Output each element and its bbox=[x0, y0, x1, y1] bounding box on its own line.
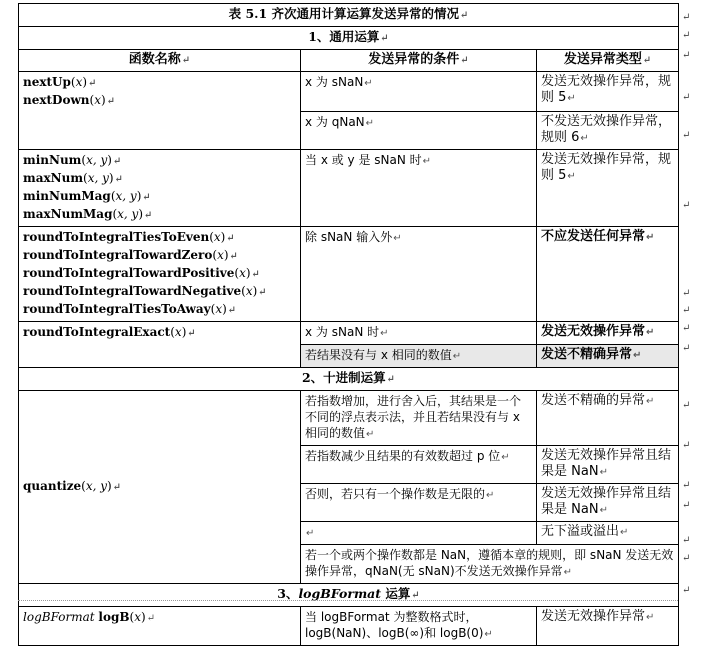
row-end-marks bbox=[682, 0, 696, 608]
row-mark: ↵ bbox=[682, 553, 691, 564]
type-cell: 不应发送任何异常↵ bbox=[537, 227, 679, 322]
type-cell: 发送无效操作异常，规则 5↵ bbox=[537, 150, 679, 227]
condition-cell: 若指数减少且结果的有效数超过 p 位↵ bbox=[301, 446, 537, 484]
section-row-general bbox=[19, 27, 679, 50]
function-cell-logb: logBFormat logB(x)↵ bbox=[19, 607, 301, 646]
table-row bbox=[19, 607, 679, 646]
section-title-logb: 3、logBFormat 运算↵ bbox=[19, 584, 679, 607]
row-mark: ↵ bbox=[682, 480, 691, 491]
table-row bbox=[19, 391, 679, 446]
row-mark: ↵ bbox=[682, 130, 691, 141]
row-mark: ↵ bbox=[682, 12, 691, 23]
function-name: nextDown bbox=[23, 93, 90, 107]
section-row-decimal bbox=[19, 368, 679, 391]
function-cell-round: roundToIntegralTiesToEven(x)↵ roundToIntegralTowardZero(x)↵ roundToIntegralTowardPositive(x)↵ roundToIntegralTowardNegative(x)↵ roundToIntegralTiesToAway(x)↵ bbox=[19, 227, 301, 322]
condition-cell: 若指数增加，进行舍入后，其结果是一个不同的浮点表示法，并且若结果没有与 x 相同的数值↵ bbox=[301, 391, 537, 446]
condition-cell: x 为 qNaN↵ bbox=[301, 112, 537, 150]
condition-cell: 当 logBFormat 为整数格式时，logB(NaN)、logB(∞)和 logB(0)↵ bbox=[301, 607, 537, 646]
condition-cell: 否则，若只有一个操作数是无限的↵ bbox=[301, 484, 537, 522]
type-cell: 发送无效操作异常↵ bbox=[537, 607, 679, 646]
table-row bbox=[19, 72, 679, 112]
type-cell: 发送不精确的异常↵ bbox=[537, 391, 679, 446]
header-row bbox=[19, 50, 679, 72]
table-title-row bbox=[19, 4, 679, 27]
table-row bbox=[19, 150, 679, 227]
condition-cell: ↵ bbox=[301, 522, 537, 545]
row-mark: ↵ bbox=[682, 92, 691, 103]
type-cell: 不发送无效操作异常，规则 6↵ bbox=[537, 112, 679, 150]
type-cell: 发送不精确异常↵ bbox=[537, 345, 679, 368]
type-cell: 发送无效操作异常且结果是 NaN↵ bbox=[537, 446, 679, 484]
page-bottom-guide bbox=[18, 600, 678, 601]
row-mark: ↵ bbox=[682, 400, 691, 411]
condition-cell: 若结果没有与 x 相同的数值↵ bbox=[301, 345, 537, 368]
row-mark: ↵ bbox=[682, 30, 691, 41]
row-mark: ↵ bbox=[682, 440, 691, 451]
condition-cell: 当 x 或 y 是 sNaN 时↵ bbox=[301, 150, 537, 227]
row-mark: ↵ bbox=[682, 585, 691, 596]
type-cell: 无下溢或溢出↵ bbox=[537, 522, 679, 545]
function-cell-minmax: minNum(x, y)↵ maxNum(x, y)↵ minNumMag(x, y)↵ maxNumMag(x, y)↵ bbox=[19, 150, 301, 227]
function-name: nextUp bbox=[23, 75, 71, 89]
type-cell: 发送无效操作异常↵ bbox=[537, 322, 679, 345]
function-cell-exact: roundToIntegralExact(x)↵ bbox=[19, 322, 301, 368]
exception-table bbox=[18, 3, 679, 646]
header-type: 发送异常类型↵ bbox=[537, 50, 679, 72]
row-mark: ↵ bbox=[682, 500, 691, 511]
type-cell: 发送无效操作异常且结果是 NaN↵ bbox=[537, 484, 679, 522]
function-cell-next: nextUp(x)↵ nextDown(x)↵ bbox=[19, 72, 301, 150]
condition-cell: x 为 sNaN↵ bbox=[301, 72, 537, 112]
row-mark: ↵ bbox=[682, 323, 691, 334]
row-mark: ↵ bbox=[682, 343, 691, 354]
section-row-logb bbox=[19, 584, 679, 607]
type-cell: 发送无效操作异常，规则 5↵ bbox=[537, 72, 679, 112]
section-title-decimal: 2、十进制运算↵ bbox=[19, 368, 679, 391]
row-mark: ↵ bbox=[682, 535, 691, 546]
table-title: 表 5.1 齐次通用计算运算发送异常的情况↵ bbox=[19, 4, 679, 27]
table-row bbox=[19, 322, 679, 345]
condition-cell: x 为 sNaN 时↵ bbox=[301, 322, 537, 345]
note-cell: 若一个或两个操作数都是 NaN，遵循本章的规则，即 sNaN 发送无效操作异常，qNaN(无 sNaN)不发送无效操作异常↵ bbox=[301, 545, 679, 584]
row-mark: ↵ bbox=[682, 288, 691, 299]
row-mark: ↵ bbox=[682, 200, 691, 211]
table-row bbox=[19, 227, 679, 322]
section-title-general: 1、通用运算↵ bbox=[19, 27, 679, 50]
header-function: 函数名称↵ bbox=[19, 50, 301, 72]
function-cell-quantize: quantize(x, y)↵ bbox=[19, 391, 301, 584]
header-condition: 发送异常的条件↵ bbox=[301, 50, 537, 72]
condition-cell: 除 sNaN 输入外↵ bbox=[301, 227, 537, 322]
row-mark: ↵ bbox=[682, 50, 691, 61]
row-mark: ↵ bbox=[682, 305, 691, 316]
